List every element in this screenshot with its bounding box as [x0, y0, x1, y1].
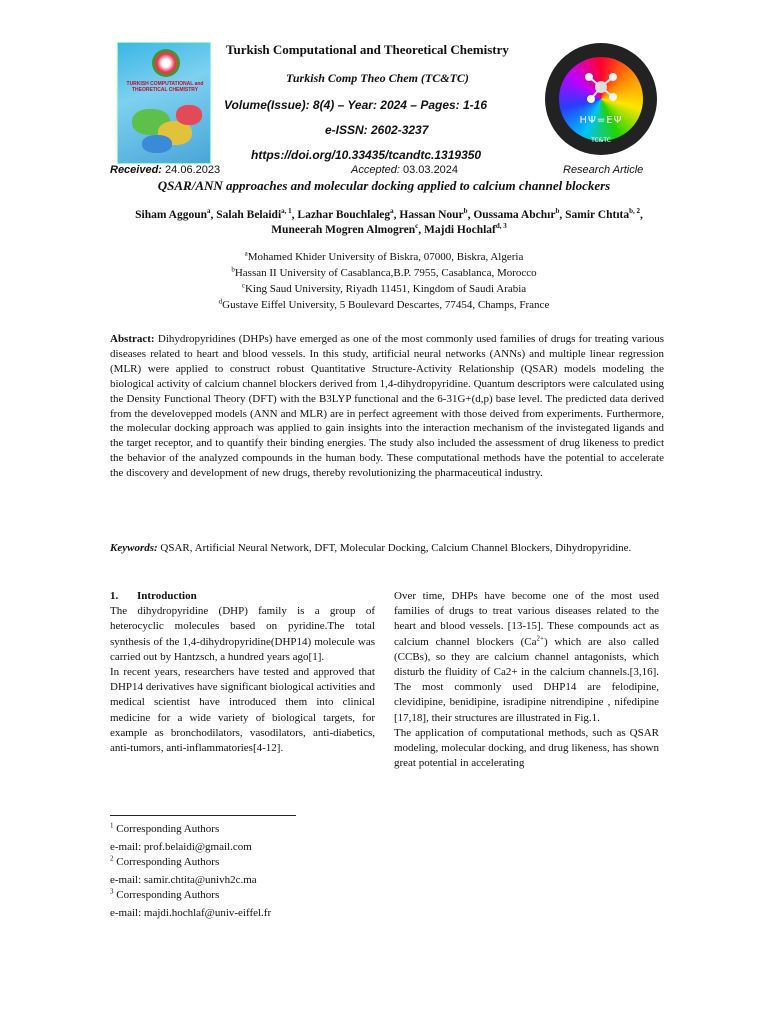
cover-molecule-graphic — [142, 135, 172, 153]
author-list — [124, 208, 654, 238]
abstract-label: Abstract: — [110, 333, 155, 345]
eissn: e-ISSN: 2602-3237 — [325, 123, 429, 137]
article-title: QSAR/ANN approaches and molecular docking applied to calcium channel blockers — [157, 178, 611, 193]
volume-line: Volume(Issue): 8(4) – Year: 2024 – Pages: 1-16 — [224, 98, 488, 112]
intro-left-column — [110, 589, 375, 756]
author: Majdi Hochlaf$^{d, 3}$ — [424, 222, 507, 236]
cover-molecule-graphic — [176, 105, 202, 125]
affiliation: $^b$Hassan II University of Casablanca,B.P. 7955, Casablanca, Morocco — [231, 265, 537, 279]
author: Lazhar Bouchlaleg$^a$, — [297, 207, 400, 221]
author: Salah Belaidi$^{a, 1}$, — [216, 207, 298, 221]
abstract — [110, 332, 664, 481]
paragraph: The application of computational methods, such as QSAR modeling, molecular docking, and drug likeness, has shown great potential in accelerating — [394, 726, 659, 770]
journal-name: Turkish Computational and Theoretical Chemistry — [226, 42, 509, 57]
keywords — [110, 541, 664, 556]
received-date: 24.06.2023 — [165, 164, 221, 176]
footnote: $^1$ Corresponding Authors — [110, 821, 220, 835]
cover-title: TURKISH COMPUTATIONAL and THEORETICAL CHEMISTRY — [126, 81, 204, 93]
author: Oussama Abchır$^b$, — [473, 207, 563, 221]
footnote-email[interactable]: e-mail: samir.chtita@univh2c.ma — [110, 874, 257, 886]
journal-logo — [545, 43, 657, 155]
paragraph: Over time, DHPs have become one of the most used families of drugs to treat various diseases related to the heart and blood vessels. [13-15]. These compounds act as calcium channel blockers $(Ca^{2+})$ which are also called (CCBs), so they are calcium channel antagonists, which disturb the fluidity of Ca2+ in the calcium channels.[3,16]. The most commonly used DHP14 are felodipine, clevidipine, benidipine, isradipine nitrendipine , nifedipine [17,18], their structures are illustrated in Fig.1. — [394, 590, 660, 724]
logo-equation: HΨ=EΨ — [579, 115, 623, 126]
affiliation: $^a$Mohamed Khider University of Biskra, 07000, Biskra, Algeria — [244, 249, 524, 263]
keywords-text: QSAR, Artificial Neural Network, DFT, Molecular Docking, Calcium Channel Blockers, Dihydropyridine. — [160, 542, 632, 554]
footnote-divider — [110, 815, 296, 816]
abstract-text: Dihydropyridines (DHPs) have emerged as one of the most commonly used families of drugs for treating various diseases related to heart and blood vessels. In this study, artificial neural networks (ANNs) and multiple linear regression (MLR) were applied to construct robust Quantitative Structure-Activity Relationship (QSAR) models modeling the biological activity of calcium channel blockers derived from 1,4-dihydropyridine. Quantum descriptors were calculated using the Density Functional Theory (DFT) with the B3LYP functional and the 6-31G+(d,p) base level. The predicted data derived from the develovepped models (ANN and MLR) are in perfect agreement with those deived from experiments. Furthermore, the molecular docking approach was applied to gain insights into the interaction mechanism of the invistegated ligands and the target receptor, and to quantify their binding energies. The study also included the assessment of drug likeness to predict the behavior of the analyzed compounds in the human body. These computational methods have the potential to accelerate the discovery and development of new drugs, thereby revolutionizing the pharmaceutical industry. — [110, 333, 665, 480]
molecule-icon — [581, 67, 621, 107]
author: Muneerah Mogren Almogren$^c$, — [271, 222, 425, 236]
article-type: Research Article — [563, 164, 644, 176]
footnote-email[interactable]: e-mail: majdi.hochlaf@univ-eiffel.fr — [110, 907, 272, 919]
intro-right-column — [394, 589, 659, 771]
author: Hassan Nour$^b$, — [399, 207, 474, 221]
received-label: Received: — [110, 164, 162, 176]
footnote: $^2$ Corresponding Authors — [110, 854, 220, 868]
paragraph: In recent years, researchers have tested and approved that DHP14 derivatives have significant biological activities and medical scientist have introduced them into clinical medicine for a wide variety of biological targets, for example as bronchodilators, vasodilators, anti-diabetics, anti-tumors, anti-inflammatories[4-12]. — [110, 666, 375, 755]
author: Samir Chtıta$^{b, 2}$, — [565, 207, 643, 221]
doi-link[interactable]: https://doi.org/10.33435/tcandtc.1319350 — [251, 148, 482, 162]
cover-emblem — [152, 49, 180, 77]
footnote: $^3$ Corresponding Authors — [110, 887, 220, 901]
affiliation: $^d$Gustave Eiffel University, 5 Boulevard Descartes, 77454, Champs, France — [218, 297, 550, 311]
affiliation: $^c$King Saud University, Riyadh 11451, Kingdom of Saudi Arabia — [241, 281, 527, 295]
accepted-line — [351, 164, 458, 176]
author: Siham Aggoun$^a$, — [135, 207, 217, 221]
keywords-label: Keywords: — [110, 542, 158, 554]
accepted-date: 03.03.2024 — [402, 164, 459, 176]
section-heading: 1. Introduction — [110, 590, 197, 602]
received-line — [110, 164, 220, 176]
journal-cover-image — [117, 42, 211, 164]
journal-short-name: Turkish Comp Theo Chem (TC&TC) — [286, 71, 469, 85]
accepted-label: Accepted: — [351, 164, 400, 176]
footnote-email[interactable]: e-mail: prof.belaidi@gmail.com — [110, 841, 252, 853]
paragraph: The dihydropyridine (DHP) family is a group of heterocyclic molecules based on pyridine.The total synthesis of the 1,4-dihydropyridine(DHP14) molecule was carried out by Hantzsch, a hundred years ago[1]. — [110, 605, 375, 663]
logo-subtitle: TC&TC — [591, 137, 611, 144]
